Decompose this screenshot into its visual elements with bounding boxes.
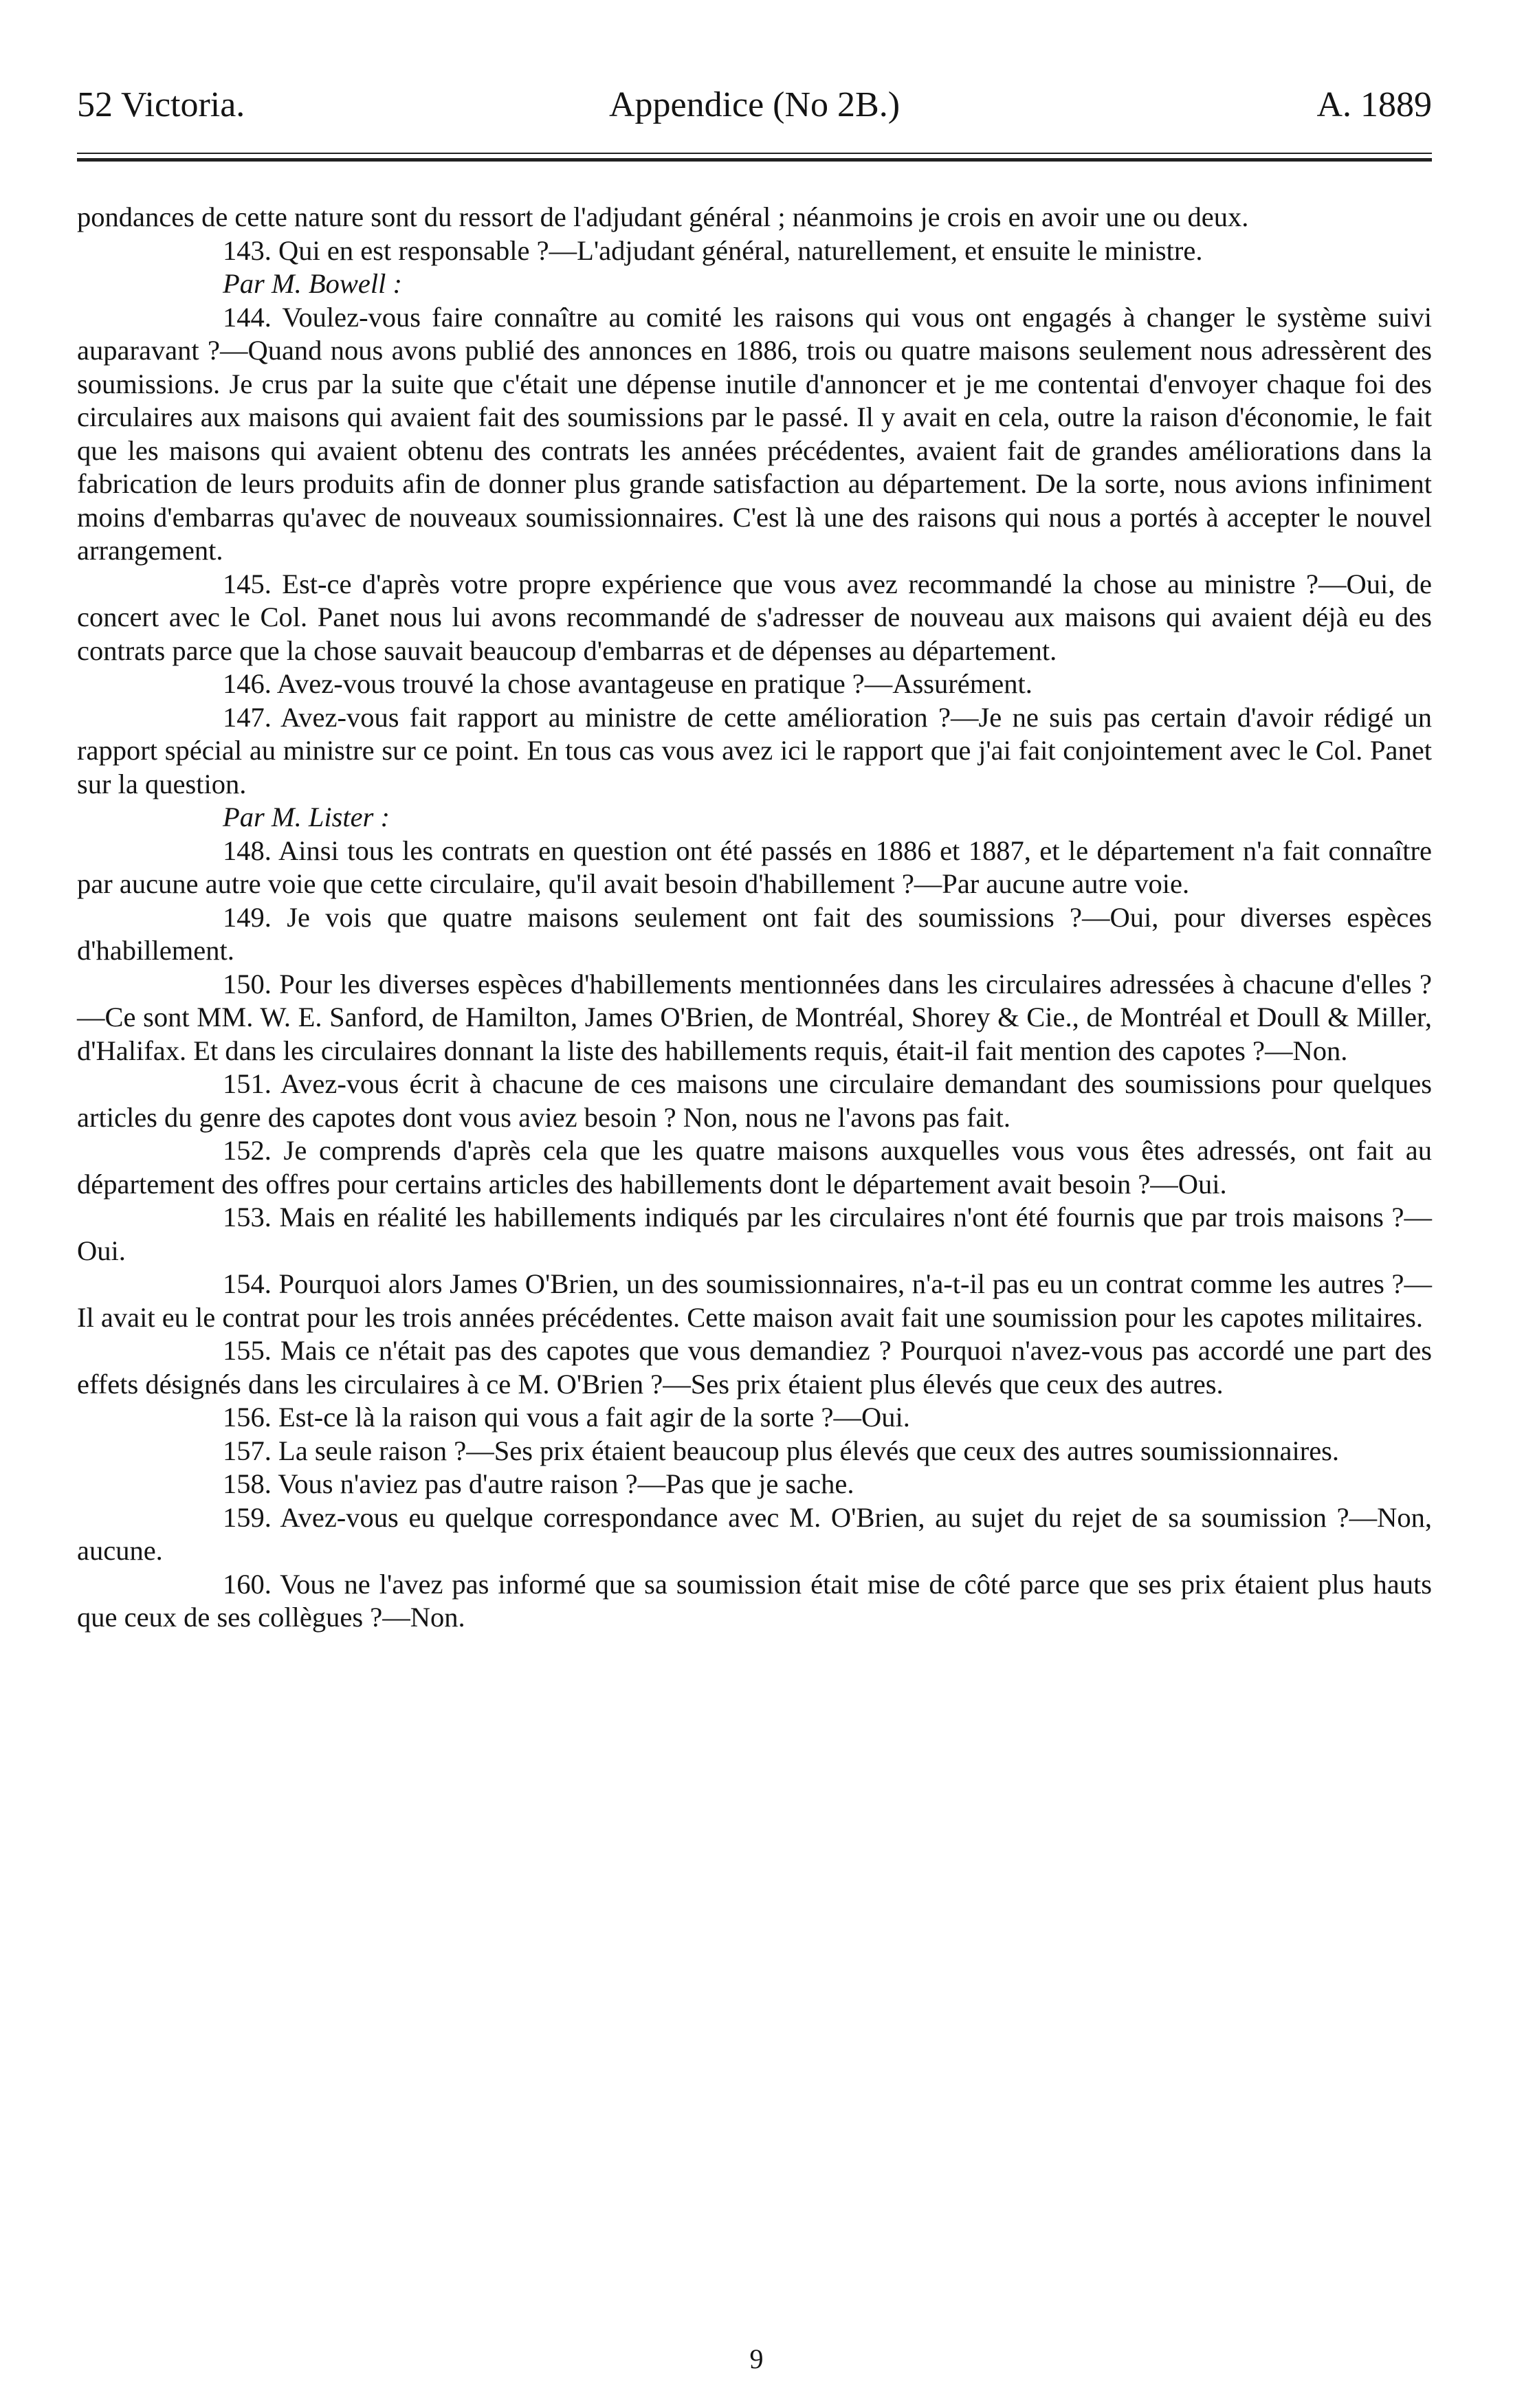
header-year: A. 1889 [1316, 85, 1432, 124]
question-151: 151. Avez-vous écrit à chacune de ces maisons une circulaire demandant des soumissions pour quelques articles du genre des capotes dont vous aviez besoin ? Non, nous ne l'avons pas fait. [77, 1068, 1432, 1133]
question-143: 143. Qui en est responsable ?—L'adjudant général, naturellement, et ensuite le ministre. [223, 234, 1203, 266]
question-156: 156. Est-ce là la raison qui vous a fait agir de la sorte ?—Oui. [223, 1402, 910, 1433]
question-160: 160. Vous ne l'avez pas informé que sa soumission était mise de côté parce que ses prix étaient plus hauts que ceux de ses collègues ?—Non. [77, 1568, 1432, 1633]
page-number: 9 [749, 2343, 764, 2374]
question-159: 159. Avez-vous eu quelque correspondance avec M. O'Brien, au sujet du rejet de sa soumission ?—Non, aucune. [77, 1501, 1432, 1566]
question-155: 155. Mais ce n'était pas des capotes que vous demandiez ? Pourquoi n'avez-vous pas accordé une part des effets désignés dans les circulaires à ce M. O'Brien ?—Ses prix étaient plus élevés que ceux des autres. [77, 1335, 1432, 1400]
question-147: 147. Avez-vous fait rapport au ministre de cette amélioration ?—Je ne suis pas certain d'avoir rédigé un rapport spécial au ministre sur ce point. En tous cas vous avez ici le rapport que j'ai fait conjointement avec le Col. Panet sur la question. [77, 701, 1432, 799]
speaker-heading-bowell: Par M. Bowell : [223, 268, 402, 299]
question-150: 150. Pour les diverses espèces d'habillements mentionnées dans les circulaires adressées à chacune d'elles ?—Ce sont MM. W. E. Sanford, de Hamilton, James O'Brien, de Montréal, Shorey & Cie., de Montréal et Doull & Miller, d'Halifax. Et dans les circulaires donnant la liste des habillements requis, était-il fait mention des capotes ?—Non. [77, 968, 1432, 1066]
question-146: 146. Avez-vous trouvé la chose avantageuse en pratique ?—Assurément. [223, 668, 1032, 699]
question-149: 149. Je vois que quatre maisons seulement ont fait des soumissions ?—Oui, pour diverses espèces d'habillement. [77, 901, 1432, 966]
question-148: 148. Ainsi tous les contrats en question ont été passés en 1886 et 1887, et le département n'a fait connaître par aucune autre voie que cette circulaire, qu'il avait besoin d'habillement ?—Par aucune autre voie. [77, 835, 1432, 899]
body-text [77, 201, 1432, 1635]
header-title: Appendice (No 2B.) [608, 85, 901, 124]
question-158: 158. Vous n'aviez pas d'autre raison ?—Pas que je sache. [223, 1468, 854, 1499]
running-header [77, 74, 1432, 136]
question-153: 153. Mais en réalité les habillements indiqués par les circulaires n'ont été fournis que par trois maisons ?—Oui. [77, 1202, 1432, 1266]
header-rule-thin [77, 153, 1432, 154]
question-145: 145. Est-ce d'après votre propre expérience que vous avez recommandé la chose au ministre ?—Oui, de concert avec le Col. Panet nous lui avons recommandé de s'adresser de nouveau aux maisons qui avaient déjà eu des contrats parce que la chose sauvait beaucoup d'embarras et de dépenses au département. [77, 568, 1432, 666]
header-rule-thick [77, 158, 1432, 162]
speaker-heading-lister: Par M. Lister : [223, 802, 390, 832]
question-152: 152. Je comprends d'après cela que les quatre maisons auxquelles vous vous êtes adressés, ont fait au département des offres pour certains articles des habillements dont le département avait besoin ?—Oui. [77, 1135, 1432, 1200]
header-volume: 52 Victoria. [77, 85, 245, 124]
paragraph-continuation: pondances de cette nature sont du ressort de l'adjudant général ; néanmoins je crois en avoir une ou deux. [77, 201, 1249, 232]
question-144: 144. Voulez-vous faire connaître au comité les raisons qui vous ont engagés à changer le système suivi auparavant ?—Quand nous avons publié des annonces en 1886, trois ou quatre maisons seulement nous adressèrent des soumissions. Je crus par la suite que c'était une dépense inutile d'annoncer et je me contentai d'envoyer chaque foi des circulaires aux maisons qui avaient fait des soumissions par le passé. Il y avait en cela, outre la raison d'économie, le fait que les maisons qui avaient obtenu des contrats les années précédentes, avaient fait de grandes améliorations dans la fabrication de leurs produits afin de donner plus grande satisfaction au département. De la sorte, nous avions infiniment moins d'embarras qu'avec de nouveaux soumissionnaires. C'est là une des raisons qui nous a portés à accepter le nouvel arrangement. [77, 301, 1432, 566]
question-157: 157. La seule raison ?—Ses prix étaient beaucoup plus élevés que ceux des autres soumissionnaires. [223, 1435, 1340, 1466]
question-154: 154. Pourquoi alors James O'Brien, un des soumissionnaires, n'a-t-il pas eu un contrat comme les autres ?—Il avait eu le contrat pour les trois années précédentes. Cette maison avait fait une soumission pour les capotes militaires. [77, 1268, 1432, 1333]
